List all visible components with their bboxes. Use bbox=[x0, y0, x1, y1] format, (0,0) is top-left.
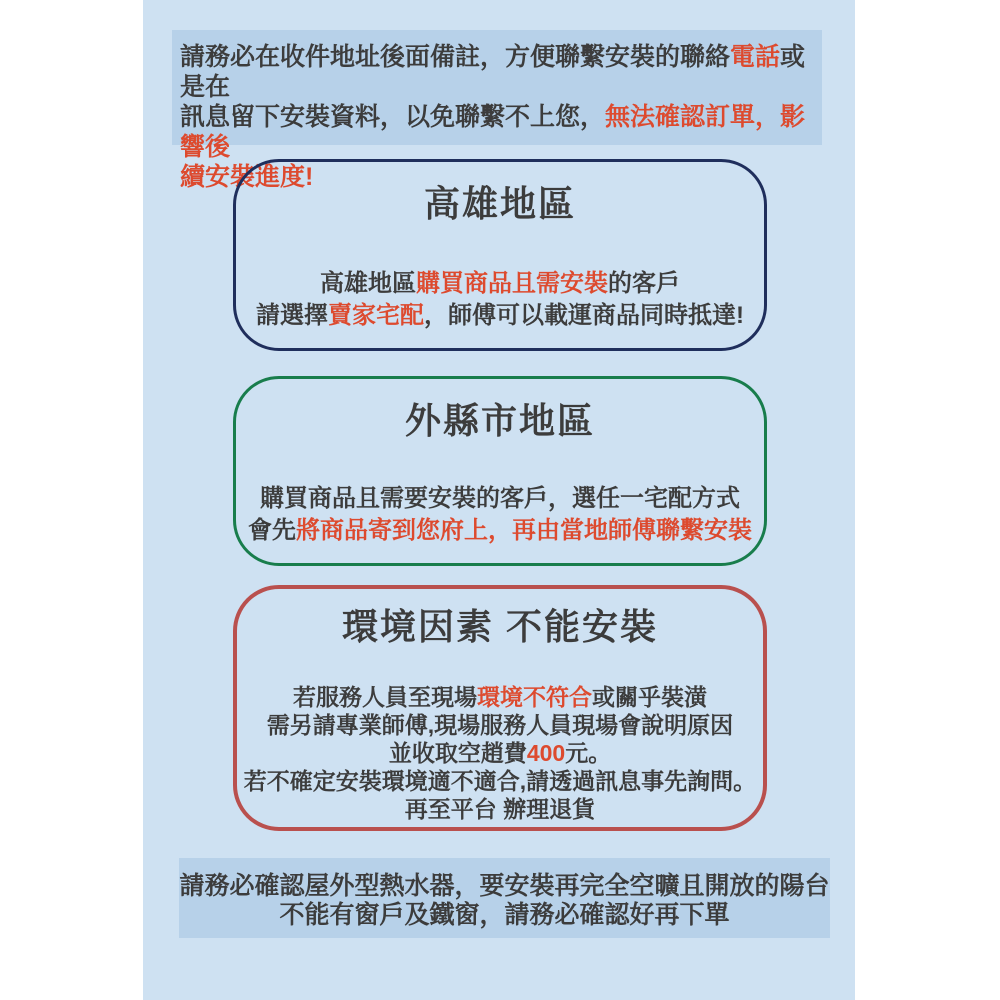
text-segment: 並收取空趙費 bbox=[388, 740, 527, 766]
bottom-notice bbox=[179, 858, 830, 938]
environment-line-1 bbox=[237, 683, 763, 711]
text-segment: ，師傅可以載運商品同時抵達! bbox=[424, 302, 744, 329]
text-segment: 若不確定安裝環境適不適合,請透過訊息事先詢問。 bbox=[243, 768, 757, 794]
environment-box-title: 環境因素 不能安裝 bbox=[341, 606, 658, 647]
top-notice-line-2 bbox=[180, 102, 816, 162]
kaohsiung-region-box bbox=[233, 159, 767, 351]
other-region-box-body bbox=[236, 483, 764, 547]
text-segment-highlight: 400 bbox=[526, 740, 566, 766]
bottom-notice-line-2 bbox=[179, 901, 830, 930]
text-segment-highlight: 電話 bbox=[730, 43, 781, 71]
environment-line-5 bbox=[237, 795, 763, 823]
other-region-box-title: 外縣市地區 bbox=[404, 400, 595, 441]
environment-box-body bbox=[237, 683, 763, 823]
text-segment: 請務必在收件地址後面備註，方便聯繫安裝的聯絡 bbox=[180, 43, 731, 71]
text-segment: 或關乎裝潢 bbox=[592, 684, 707, 710]
other-region-line-2 bbox=[236, 515, 764, 547]
kaohsiung-box-title: 高雄地區 bbox=[423, 183, 576, 224]
text-segment: 不能有窗戶及鐵窗，請務必確認好再下單 bbox=[279, 901, 730, 929]
text-segment: 若服務人員至現場 bbox=[293, 684, 477, 710]
info-panel bbox=[143, 0, 855, 1000]
text-segment: 會先 bbox=[248, 517, 296, 544]
text-segment-highlight: 無法確認訂單，影響後 bbox=[180, 103, 806, 161]
text-segment-highlight: 購買商品且需安裝 bbox=[416, 270, 608, 297]
text-segment: 元。 bbox=[565, 740, 612, 766]
text-segment-highlight: 賣家宅配 bbox=[328, 302, 424, 329]
text-segment: 訊息留下安裝資料，以免聯繫不上您， bbox=[180, 103, 606, 131]
kaohsiung-line-1 bbox=[236, 268, 764, 300]
environment-box bbox=[233, 585, 767, 831]
text-segment: 或是在 bbox=[180, 43, 806, 101]
text-segment-highlight: 環境不符合 bbox=[477, 684, 592, 710]
text-segment: 的客戶 bbox=[608, 270, 680, 297]
other-region-line-1 bbox=[236, 483, 764, 515]
text-segment: 需另請專業師傅,現場服務人員現場會說明原因 bbox=[266, 712, 734, 738]
environment-line-4 bbox=[237, 767, 763, 795]
text-segment: 高雄地區 bbox=[320, 270, 416, 297]
other-region-box bbox=[233, 376, 767, 566]
text-segment: 請務必確認屋外型熱水器，要安裝再完全空曠且開放的陽台 bbox=[179, 872, 830, 900]
kaohsiung-line-2 bbox=[236, 300, 764, 332]
text-segment: 再至平台 辦理退貨 bbox=[404, 796, 596, 822]
bottom-notice-line-1 bbox=[179, 872, 830, 901]
kaohsiung-box-body bbox=[236, 268, 764, 332]
text-segment: 購買商品且需要安裝的客戶，選任一宅配方式 bbox=[260, 485, 740, 512]
text-segment: 請選擇 bbox=[256, 302, 328, 329]
text-segment-highlight: 將商品寄到您府上，再由當地師傅聯繫安裝 bbox=[296, 517, 752, 544]
environment-line-2 bbox=[237, 711, 763, 739]
text-segment-highlight: 續安裝進度! bbox=[180, 163, 314, 191]
environment-line-3 bbox=[237, 739, 763, 767]
top-notice bbox=[172, 30, 822, 191]
top-notice-line-1 bbox=[180, 42, 816, 102]
